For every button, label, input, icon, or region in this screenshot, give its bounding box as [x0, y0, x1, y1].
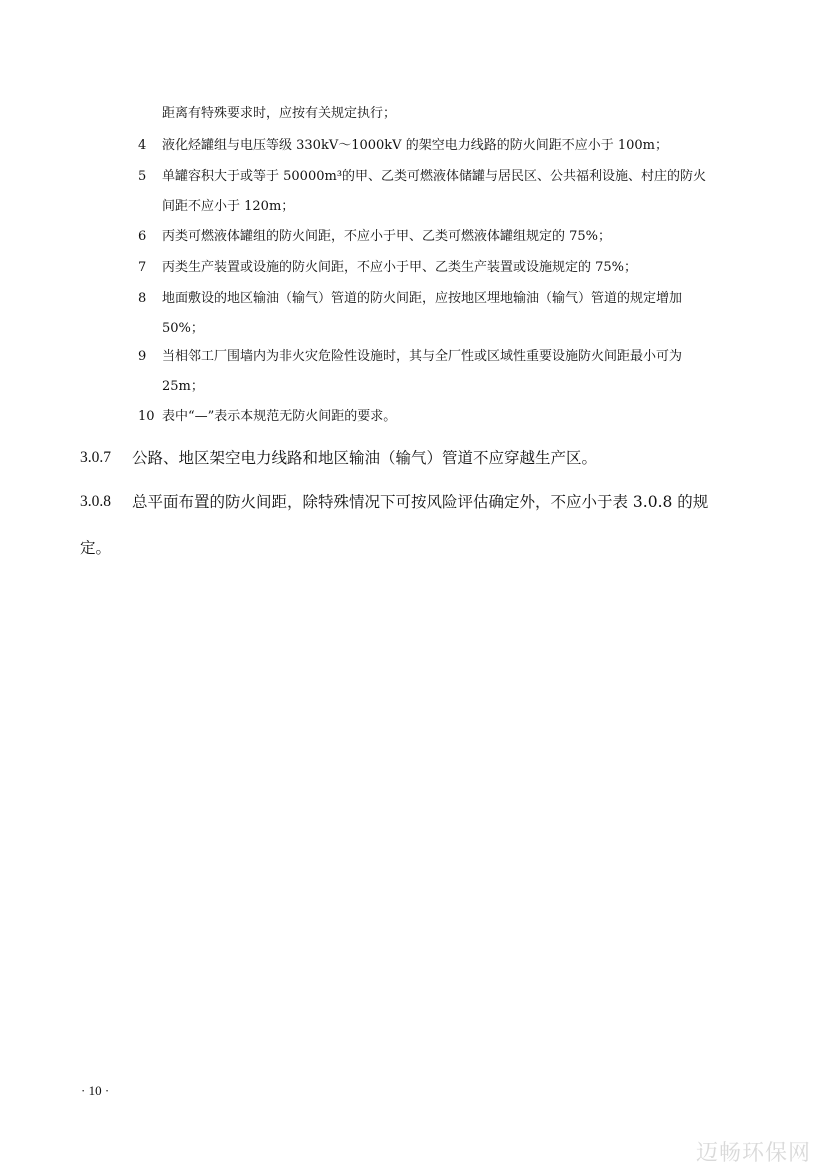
clause-text: 总平面布置的防火间距，除特殊情况下可按风险评估确定外，不应小于表 3.0.8 的规 [132, 493, 709, 511]
clause-number: 3.0.8 [80, 493, 111, 510]
note-text: 表中“—”表示本规范无防火间距的要求。 [162, 409, 397, 424]
page-number: · 10 · [81, 1083, 110, 1098]
note-text: 间距不应小于 120m； [162, 199, 295, 214]
clause-number: 3.0.7 [80, 449, 111, 466]
note-number: 7 [138, 260, 147, 275]
note-number: 6 [138, 229, 147, 244]
note-number: 8 [138, 291, 147, 306]
note-text: 距离有特殊要求时，应按有关规定执行； [162, 106, 397, 121]
note-text: 丙类可燃液体罐组的防火间距，不应小于甲、乙类可燃液体罐组规定的 75%； [162, 229, 612, 244]
clause-text: 定。 [80, 539, 112, 557]
note-text: 单罐容积大于或等于 50000m³的甲、乙类可燃液体储罐与居民区、公共福利设施、村庄的防火 [162, 169, 707, 184]
note-text: 25m； [162, 379, 204, 394]
note-number: 9 [138, 349, 147, 364]
note-text: 丙类生产装置或设施的防火间距，不应小于甲、乙类生产装置或设施规定的 75%； [162, 260, 638, 275]
clause-text: 公路、地区架空电力线路和地区输油（输气）管道不应穿越生产区。 [132, 449, 598, 467]
note-number: 5 [138, 169, 147, 184]
note-text: 当相邻工厂围墙内为非火灾危险性设施时，其与全厂性或区域性重要设施防火间距最小可为 [162, 349, 683, 364]
note-number: 10 [138, 409, 155, 424]
note-text: 地面敷设的地区输油（输气）管道的防火间距，应按地区埋地输油（输气）管道的规定增加 [162, 291, 683, 306]
note-text: 50%； [162, 321, 204, 336]
watermark: 迈畅环保网 [696, 1141, 812, 1166]
note-number: 4 [138, 138, 147, 153]
note-text: 液化烃罐组与电压等级 330kV～1000kV 的架空电力线路的防火间距不应小于 100m； [162, 138, 668, 153]
